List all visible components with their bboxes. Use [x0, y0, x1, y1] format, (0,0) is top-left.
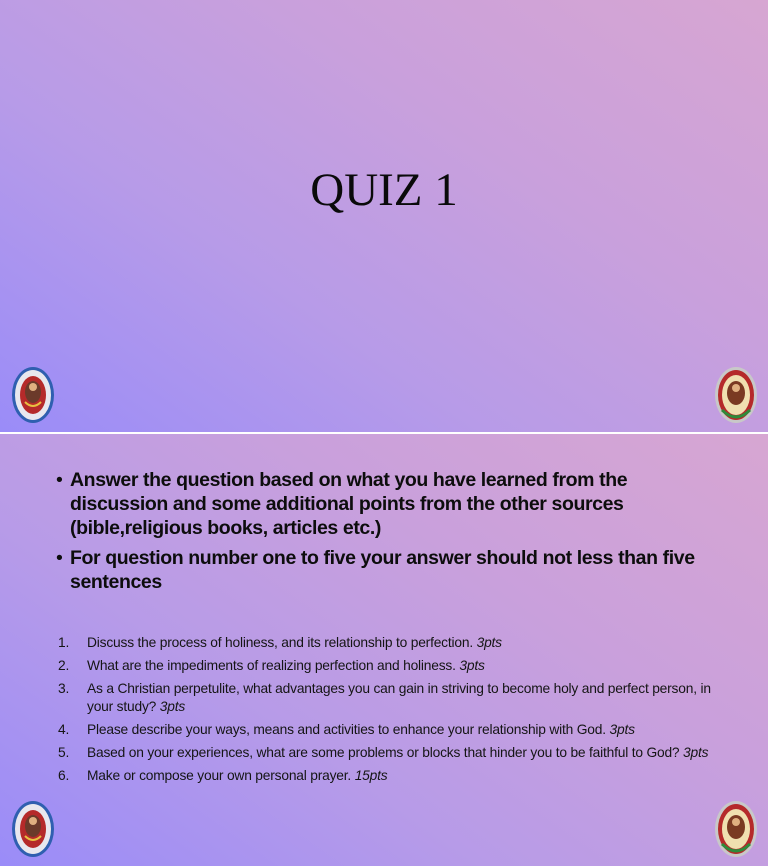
question-number: 1. [58, 635, 70, 650]
instruction-text: For question number one to five your answer should not less than five sentences [70, 547, 695, 593]
question-item [56, 721, 716, 739]
question-number: 4. [58, 721, 70, 737]
slide-1 [0, 0, 768, 432]
instruction-item [56, 546, 706, 594]
question-points: 3pts [476, 635, 502, 650]
instructions-list [56, 468, 706, 600]
question-text: Discuss the process of holiness, and its relationship to perfection. [87, 635, 477, 650]
university-seal-icon [714, 800, 758, 858]
instruction-text: Answer the question based on what you have learned from the discussion and some additional points from the other sources (bible,religious books, articles etc.) [70, 469, 628, 539]
university-seal-icon [11, 800, 55, 858]
question-number: 5. [58, 744, 70, 760]
question-text: As a Christian perpetulite, what advantages you can gain in striving to become holy and perfect person, in your study? [87, 681, 711, 714]
question-text: Based on your experiences, what are some problems or blocks that hinder you to be faithful to God? [87, 744, 684, 760]
question-points: 15pts [354, 767, 388, 783]
bullet-dot: • [56, 469, 63, 491]
question-text: Please describe your ways, means and activities to enhance your relationship with God. [87, 721, 610, 737]
question-text: What are the impediments of realizing perfection and holiness. [87, 658, 460, 673]
question-item [56, 634, 716, 652]
question-item [56, 767, 716, 785]
question-points: 3pts [159, 698, 186, 714]
question-points: 3pts [609, 721, 635, 737]
question-item [56, 680, 716, 715]
university-seal-icon [11, 366, 55, 424]
question-list [56, 634, 716, 790]
slide-title: QUIZ 1 [310, 164, 458, 216]
instruction-item [56, 468, 706, 540]
bullet-dot: • [56, 547, 63, 569]
question-number: 3. [58, 681, 70, 696]
slide-2 [0, 434, 768, 866]
question-item [56, 657, 716, 675]
question-points: 3pts [683, 744, 709, 760]
question-number: 6. [58, 767, 70, 783]
question-text: Make or compose your own personal prayer. [87, 767, 355, 783]
question-points: 3pts [459, 658, 485, 673]
question-number: 2. [58, 658, 70, 673]
question-item [56, 744, 716, 762]
university-seal-icon [714, 366, 758, 424]
